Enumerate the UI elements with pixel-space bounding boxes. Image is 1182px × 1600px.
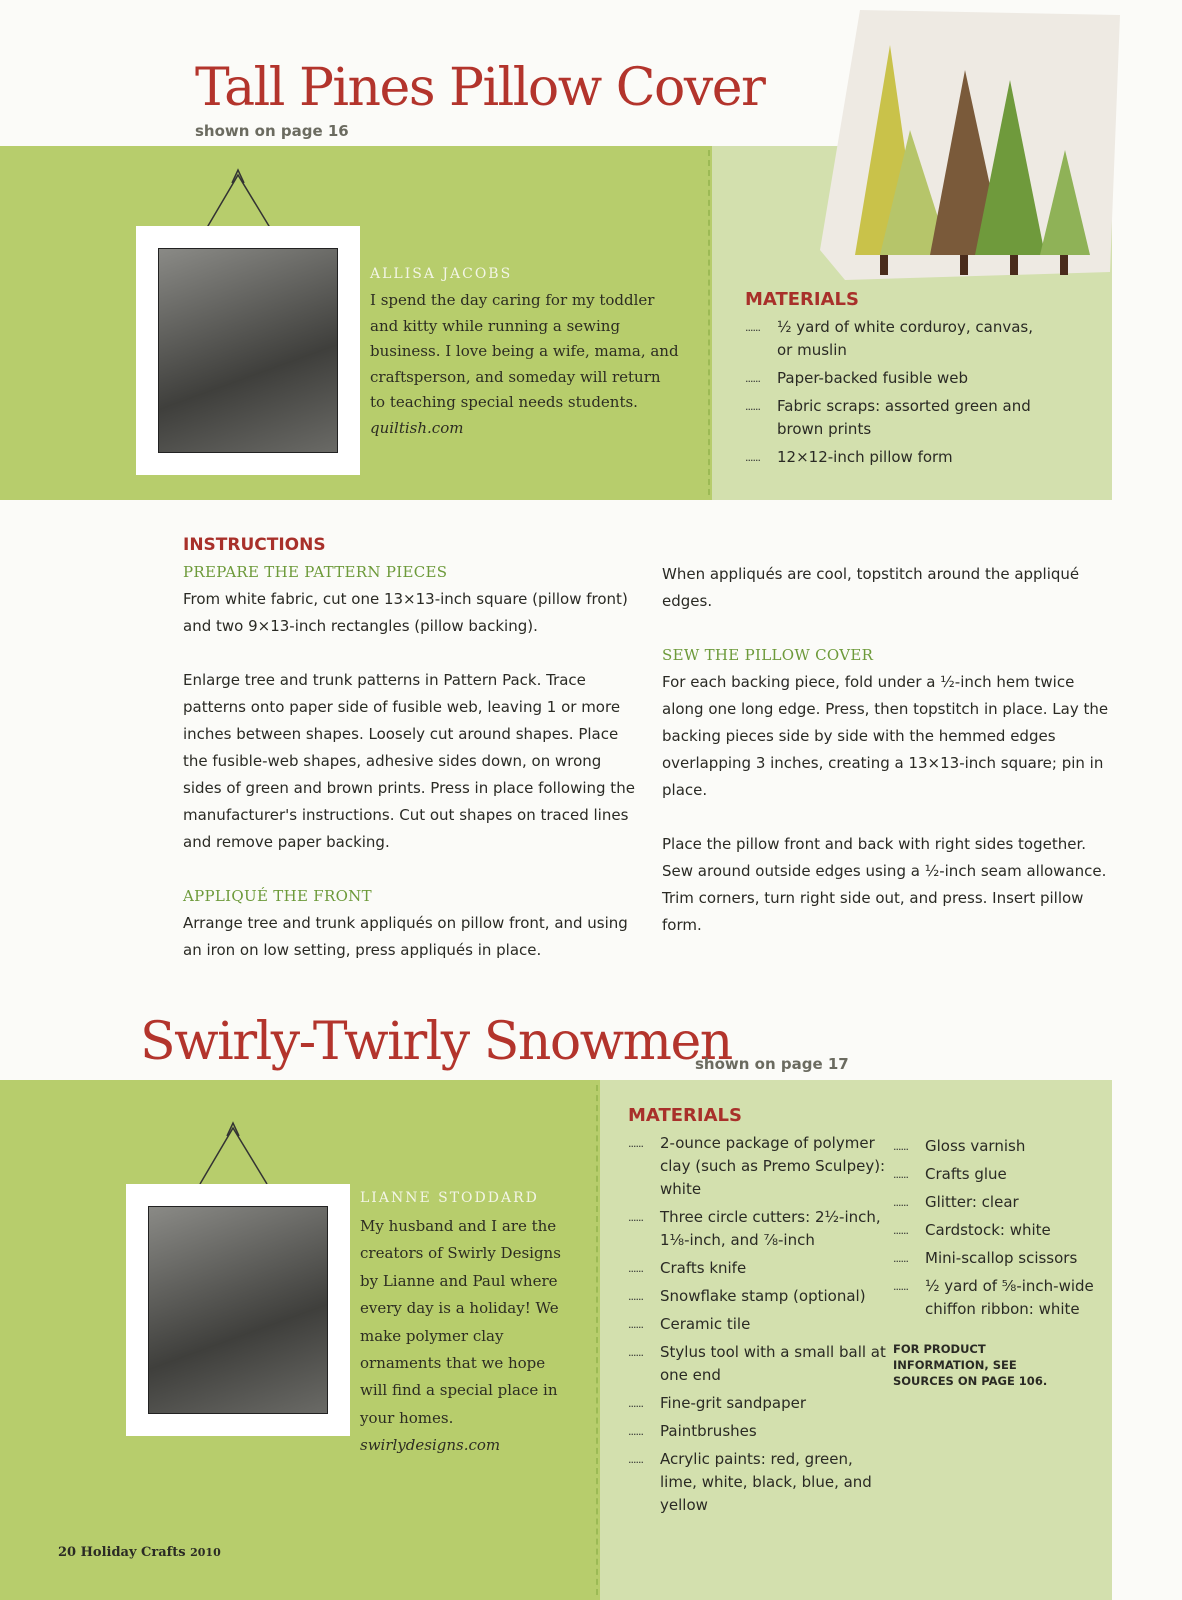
material-item: ...... Ceramic tile: [628, 1313, 888, 1336]
material-item: ...... 2-ounce package of polymer clay (such as Premo Sculpey): white: [628, 1132, 888, 1201]
section-heading: APPLIQUÉ THE FRONT: [183, 887, 372, 905]
instructions-col1: [183, 532, 643, 991]
materials-list: [745, 289, 1045, 474]
instructions-heading: INSTRUCTIONS: [183, 535, 326, 555]
designer-bio: [360, 1213, 575, 1460]
sources-note: FOR PRODUCT INFORMATION, SEE SOURCES ON PAGE 106.: [893, 1342, 1048, 1388]
material-item: ...... Crafts knife: [628, 1257, 888, 1280]
material-item: ...... Gloss varnish: [893, 1135, 1113, 1158]
shown-on-page: shown on page 16: [195, 122, 349, 140]
material-item: ...... Paintbrushes: [628, 1420, 888, 1443]
hanger-string-icon: [200, 165, 280, 235]
bio-text: My husband and I are the creators of Swirly Designs by Lianne and Paul where every day is a holiday! We make polymer clay ornaments that we hope will find a special place in your homes.: [360, 1217, 561, 1427]
material-item: ...... Three circle cutters: 2½-inch, 1⅛-inch, and ⅞-inch: [628, 1206, 888, 1252]
project-title: Tall Pines Pillow Cover: [195, 58, 765, 118]
material-item: ...... ½ yard of white corduroy, canvas, or muslin: [745, 316, 1045, 362]
designer-photo: [148, 1206, 328, 1414]
instructions-col2: [662, 561, 1117, 966]
material-item: ...... Paper-backed fusible web: [745, 367, 1045, 390]
publication-year: 2010: [190, 1546, 221, 1559]
instruction-paragraph: Enlarge tree and trunk patterns in Pattern Pack. Trace patterns onto paper side of fusible web, leaving 1 or more inches between shapes. Loosely cut around shapes. Place the fusible-web shapes, adhesive sides down, on wrong sides of green and brown prints. Press in place following the manufacturer's instructions. Cut out shapes on traced lines and remove paper backing.: [183, 671, 635, 851]
material-item: ...... Snowflake stamp (optional): [628, 1285, 888, 1308]
bio-text: I spend the day caring for my toddler and kitty while running a sewing business. I love being a wife, mama, and craftsperson, and someday will return to teaching special needs students.: [370, 291, 679, 411]
materials-heading: MATERIALS: [628, 1105, 742, 1126]
page-folio: [58, 1545, 221, 1560]
section-heading: SEW THE PILLOW COVER: [662, 646, 874, 664]
section-heading: PREPARE THE PATTERN PIECES: [183, 563, 448, 581]
material-item: ...... Cardstock: white: [893, 1219, 1113, 1242]
material-item: ...... Mini-scallop scissors: [893, 1247, 1113, 1270]
hanger-string-icon: [195, 1118, 275, 1188]
designer-name: ALLISA JACOBS: [370, 266, 513, 282]
material-item: ...... Acrylic paints: red, green, lime, white, black, blue, and yellow: [628, 1448, 888, 1517]
materials-list-col2: [893, 1135, 1113, 1389]
instruction-paragraph: Arrange tree and trunk appliqués on pillow front, and using an iron on low setting, press appliqués in place.: [183, 914, 628, 959]
material-item: ...... 12×12-inch pillow form: [745, 446, 1045, 469]
designer-bio: [370, 288, 680, 441]
page-number: 20: [58, 1545, 77, 1560]
material-item: ...... Stylus tool with a small ball at one end: [628, 1341, 888, 1387]
designer-photo-frame: [132, 1190, 344, 1430]
designer-website: quiltish.com: [370, 418, 464, 437]
designer-photo-frame: [142, 232, 354, 469]
materials-list: [628, 1105, 888, 1522]
instruction-paragraph: From white fabric, cut one 13×13-inch square (pillow front) and two 9×13-inch rectangles (pillow backing).: [183, 590, 628, 635]
designer-website: swirlydesigns.com: [360, 1436, 501, 1455]
divider: [708, 150, 710, 495]
instruction-paragraph: When appliqués are cool, topstitch around the appliqué edges.: [662, 565, 1080, 610]
shown-on-page: shown on page 17: [695, 1055, 849, 1073]
publication-name: Holiday Crafts: [80, 1545, 186, 1560]
material-item: ...... Fine-grit sandpaper: [628, 1392, 888, 1415]
designer-photo: [158, 248, 338, 453]
divider: [596, 1085, 598, 1595]
instruction-paragraph: For each backing piece, fold under a ½-inch hem twice along one long edge. Press, then topstitch in place. Lay the backing pieces side by side with the hemmed edges overlapping 3 inches, creating a 13×13-inch square; pin in place.: [662, 673, 1109, 799]
material-item: ...... Crafts glue: [893, 1163, 1113, 1186]
project-title: Swirly-Twirly Snowmen: [140, 1012, 732, 1072]
instruction-paragraph: Place the pillow front and back with right sides together. Sew around outside edges using a ½-inch seam allowance. Trim corners, turn right side out, and press. Insert pillow form.: [662, 835, 1107, 934]
material-item: ...... Glitter: clear: [893, 1191, 1113, 1214]
material-item: ...... Fabric scraps: assorted green and brown prints: [745, 395, 1045, 441]
material-item: ...... ½ yard of ⅝-inch-wide chiffon ribbon: white: [893, 1275, 1113, 1321]
pillow-photo: [820, 10, 1125, 285]
designer-name: LIANNE STODDARD: [360, 1190, 539, 1206]
materials-heading: MATERIALS: [745, 289, 859, 310]
